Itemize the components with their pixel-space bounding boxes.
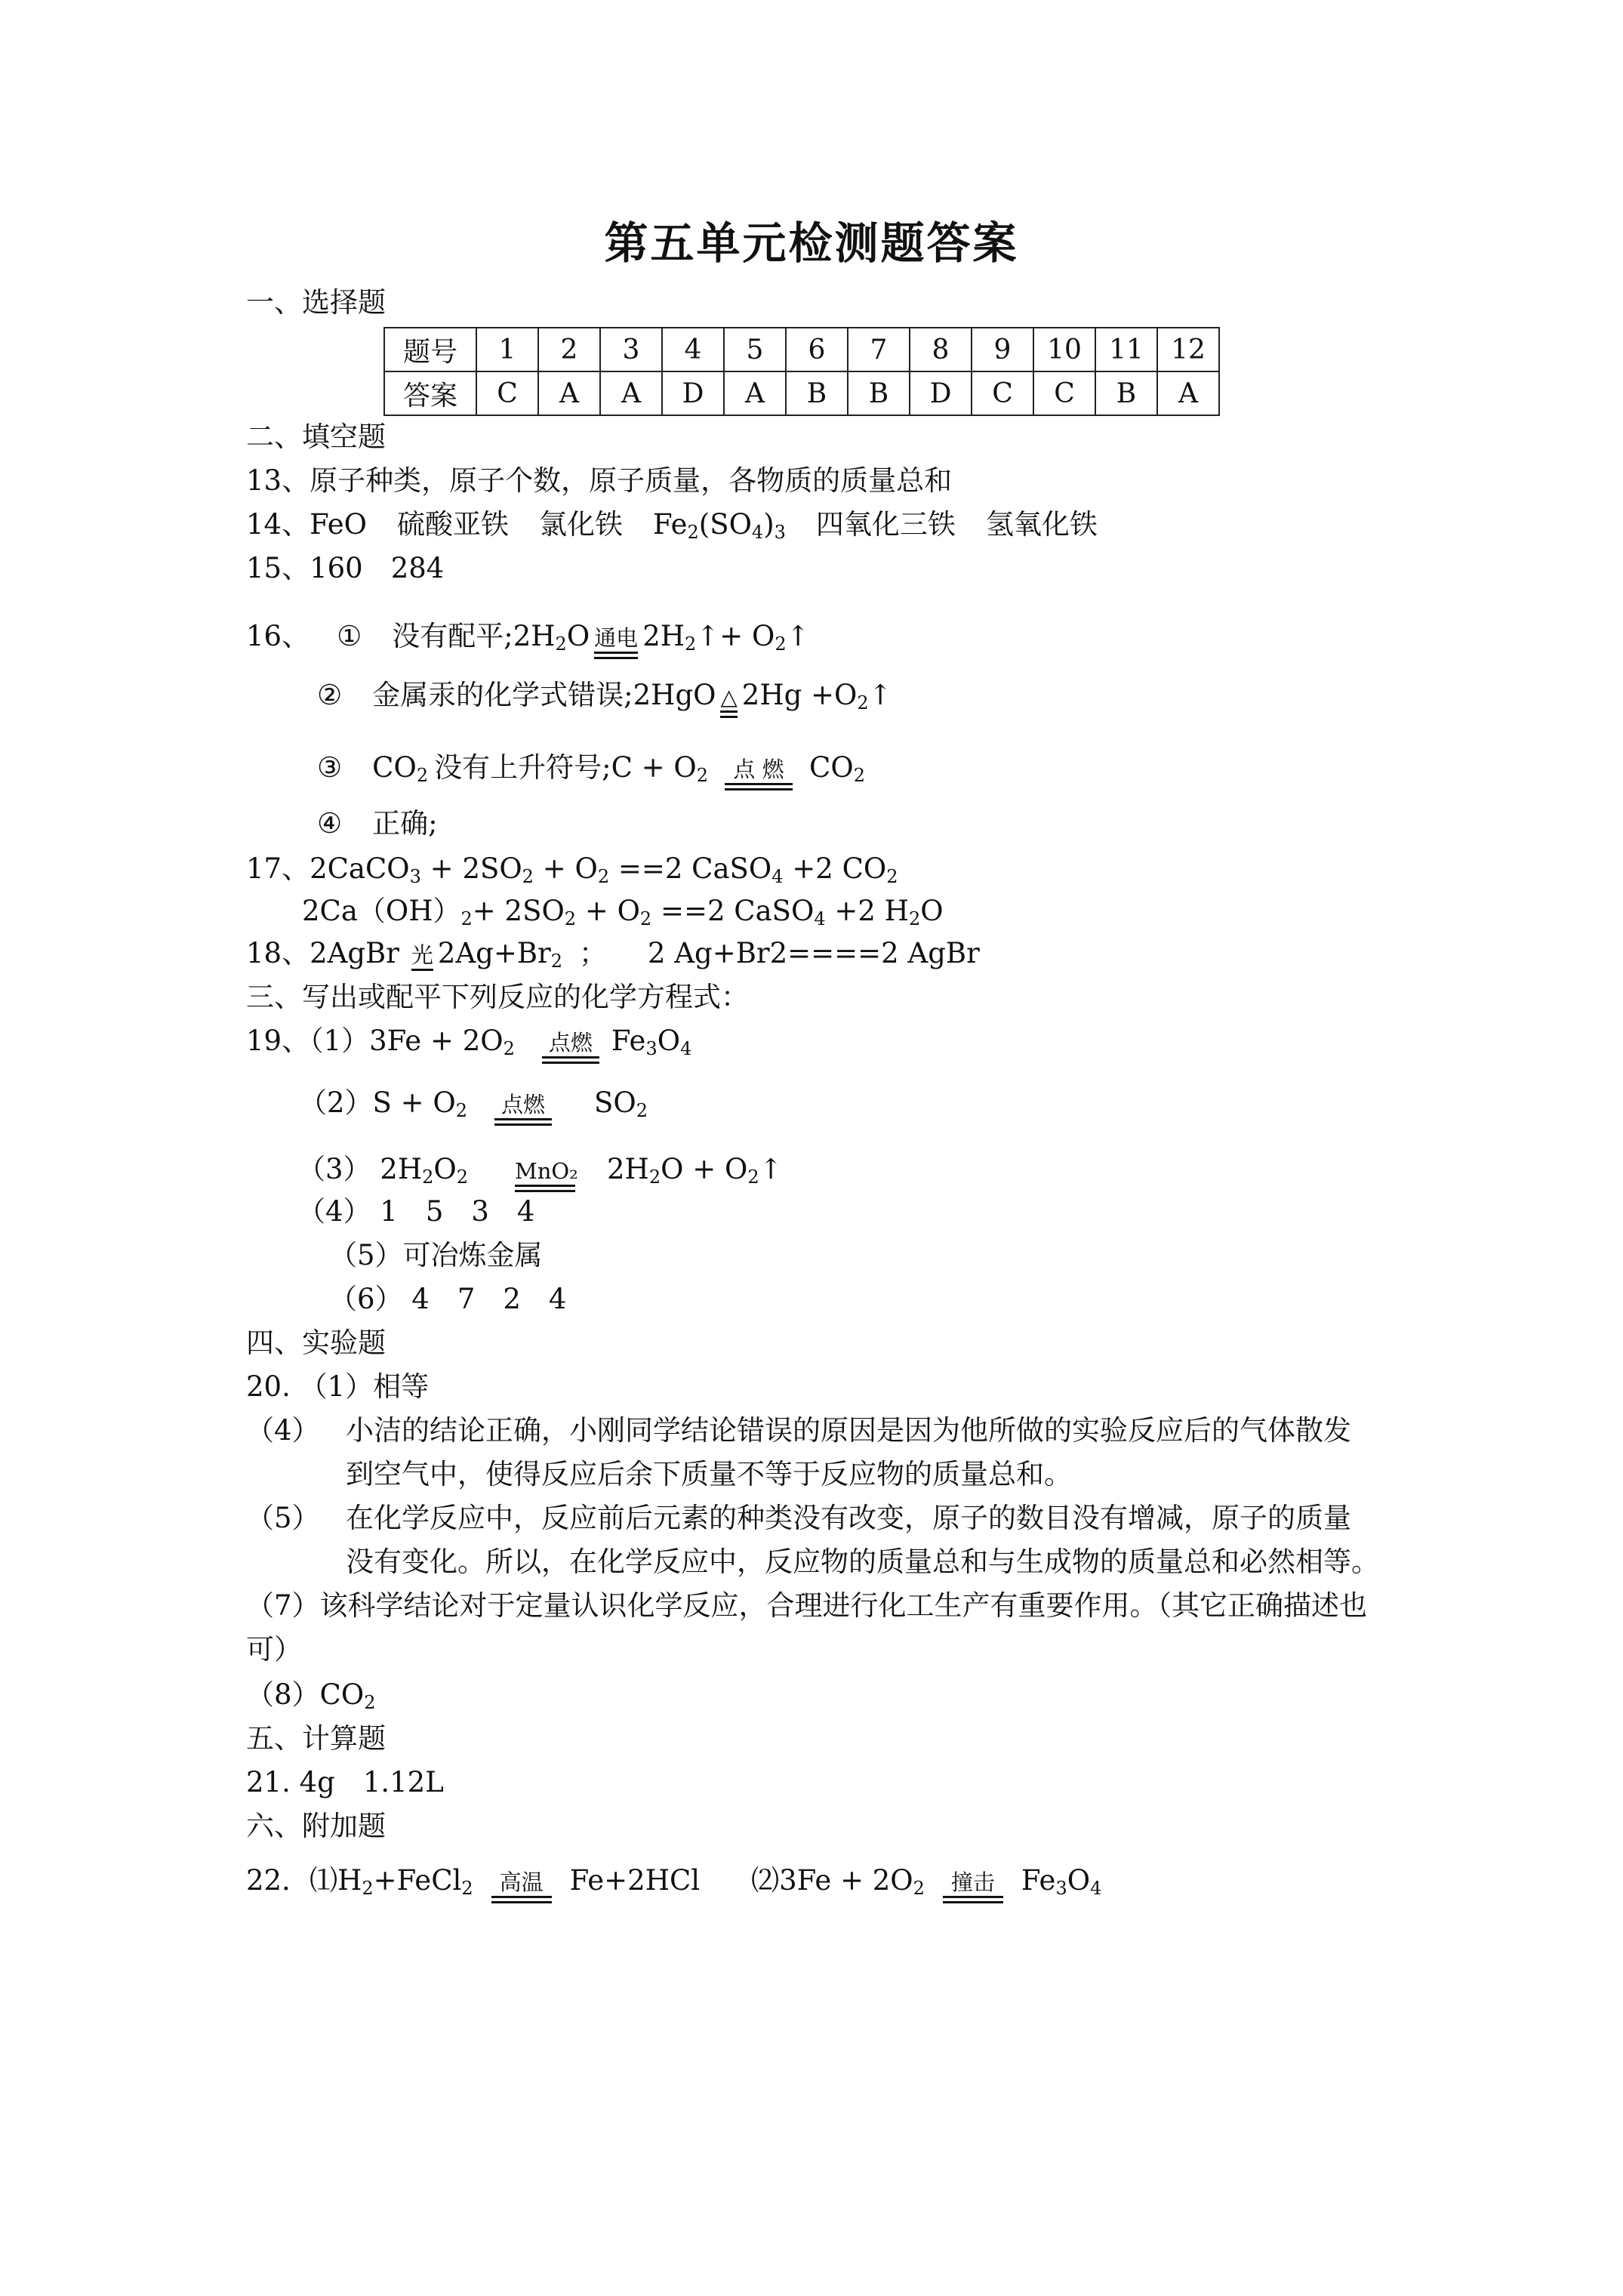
formula-text: ↑ bbox=[759, 1153, 783, 1185]
reaction-condition-arrow bbox=[725, 757, 793, 798]
condition-label: 光 bbox=[411, 942, 433, 968]
formula-text: O bbox=[1067, 1864, 1091, 1897]
formula-text: 2Ag+Br bbox=[437, 937, 551, 969]
formula-text: 18、2AgBr bbox=[246, 937, 399, 969]
equals-sign bbox=[720, 710, 737, 718]
formula-text: + 2SO bbox=[472, 895, 565, 927]
formula-text: Fe bbox=[1021, 1864, 1056, 1897]
subscript: 3 bbox=[645, 1038, 658, 1059]
equals-sign bbox=[542, 1056, 599, 1064]
reaction-condition-arrow bbox=[491, 1870, 552, 1911]
condition-label: 高温 bbox=[499, 1869, 544, 1895]
formula-text: Fe+2HCl bbox=[569, 1864, 701, 1897]
table-cell: A bbox=[724, 371, 786, 415]
formula-text: 2Ca（OH） bbox=[302, 895, 461, 927]
subscript: 2 bbox=[456, 1166, 469, 1188]
formula-text: ↑ bbox=[868, 679, 892, 711]
subscript: 2 bbox=[747, 1166, 759, 1188]
formula-text: +2 H bbox=[825, 895, 909, 927]
table-cell: 6 bbox=[786, 328, 848, 371]
reaction-condition-arrow bbox=[542, 1031, 599, 1071]
formula-text: ) bbox=[763, 508, 775, 541]
table-row-numbers bbox=[384, 328, 1219, 371]
table-cell: 10 bbox=[1033, 328, 1095, 371]
answer-22 bbox=[246, 1862, 1101, 1911]
q14-part: 14、FeO bbox=[246, 508, 367, 541]
formula-text: ； bbox=[579, 937, 608, 969]
formula-text: O bbox=[433, 1153, 457, 1185]
formula-text: Fe bbox=[652, 508, 688, 541]
table-cell: A bbox=[600, 371, 662, 415]
formula-text: O + O bbox=[661, 1153, 748, 1185]
formula-text: O bbox=[657, 1025, 681, 1057]
formula-text: （3） 2H bbox=[297, 1153, 423, 1185]
formula-text: SO bbox=[594, 1086, 636, 1119]
table-cell: 11 bbox=[1095, 328, 1157, 371]
subscript: 2 bbox=[853, 765, 865, 786]
condition-label: △ bbox=[720, 684, 738, 710]
answer-20-7: （7）该科学结论对于定量认识化学反应，合理进行化工生产有重要作用。（其它正确描述也 bbox=[246, 1589, 1368, 1622]
subscript: 2 bbox=[522, 866, 534, 887]
formula-text: 2Hg +O bbox=[741, 679, 858, 711]
formula-text: O bbox=[566, 620, 590, 652]
formula-text: 2 Ag+Br2====2 AgBr bbox=[648, 937, 980, 969]
subscript: 2 bbox=[857, 692, 869, 713]
formula-text: 金属汞的化学式错误;2HgO bbox=[372, 679, 716, 711]
subscript: 4 bbox=[1090, 1878, 1102, 1899]
answer-16-line-3 bbox=[317, 749, 865, 798]
formula-text: 2H bbox=[607, 1153, 649, 1185]
answer-20-4-continued: 到空气中，使得反应后余下质量不等于反应物的质量总和。 bbox=[346, 1458, 1072, 1490]
subscript: 2 bbox=[775, 633, 787, 655]
answer-16-line-2 bbox=[317, 676, 892, 726]
answer-19-5: （5）可冶炼金属 bbox=[329, 1239, 543, 1271]
item-marker: ④ bbox=[317, 807, 343, 840]
equals-sign bbox=[494, 1118, 552, 1126]
formula-text: + O bbox=[576, 895, 640, 927]
table-cell: C bbox=[476, 371, 538, 415]
subscript: 3 bbox=[1055, 1878, 1067, 1899]
answer-19-2 bbox=[299, 1084, 648, 1133]
section-heading-choice: 一、选择题 bbox=[246, 286, 386, 319]
formula-text: （2）S + O bbox=[299, 1086, 456, 1119]
formula-text: + 2SO bbox=[420, 852, 522, 885]
answer-table bbox=[383, 327, 1220, 416]
q14-part: 硫酸亚铁 bbox=[396, 508, 509, 541]
formula-text: 19、（1）3Fe + 2O bbox=[246, 1025, 504, 1057]
formula-text: +2 CO bbox=[783, 852, 887, 885]
table-cell: 2 bbox=[538, 328, 600, 371]
question-number: 16、 bbox=[246, 620, 310, 652]
subscript: 2 bbox=[422, 1166, 434, 1188]
subscript: 4 bbox=[771, 866, 784, 887]
answer-18 bbox=[246, 935, 980, 972]
formula-text: CO bbox=[372, 751, 417, 784]
subscript: 4 bbox=[751, 522, 764, 543]
table-cell: 12 bbox=[1157, 328, 1219, 371]
q14-part: 氯化铁 bbox=[538, 508, 623, 541]
subscript: 2 bbox=[364, 1692, 376, 1713]
table-header-cell: 答案 bbox=[384, 371, 476, 415]
subscript: 2 bbox=[461, 1878, 473, 1899]
table-cell: 5 bbox=[724, 328, 786, 371]
subscript: 3 bbox=[409, 866, 421, 887]
formula-text: + O bbox=[533, 852, 598, 885]
answer-21: 21. 4g 1.12L bbox=[246, 1766, 444, 1798]
formula-text: 没有上升符号;C + O bbox=[434, 751, 697, 784]
condition-label: 点燃 bbox=[501, 1092, 546, 1117]
formula-text: Fe bbox=[611, 1025, 646, 1057]
answer-20-7-continued: 可） bbox=[246, 1633, 302, 1666]
section-heading-fill: 二、填空题 bbox=[246, 421, 386, 453]
formula-text: +FeCl bbox=[373, 1864, 462, 1897]
table-cell: A bbox=[1157, 371, 1219, 415]
subscript: 2 bbox=[597, 866, 610, 887]
formula-text: ==2 CaSO bbox=[651, 895, 815, 927]
subscript: 2 bbox=[648, 1166, 661, 1188]
table-cell: B bbox=[848, 371, 910, 415]
table-cell: C bbox=[1033, 371, 1095, 415]
table-header-cell: 题号 bbox=[384, 328, 476, 371]
subscript: 4 bbox=[814, 908, 826, 929]
q14-part: 四氧化三铁 bbox=[815, 508, 956, 541]
formula-text: CO bbox=[809, 751, 854, 784]
subscript: 2 bbox=[908, 908, 921, 929]
equals-sign bbox=[411, 969, 433, 971]
answer-20-4-label: （4） bbox=[246, 1414, 320, 1447]
subscript: 2 bbox=[639, 908, 652, 929]
subscript: 2 bbox=[416, 765, 429, 786]
answer-20-5-text: 在化学反应中，反应前后元素的种类没有改变，原子的数目没有增减，原子的质量 bbox=[346, 1502, 1351, 1534]
table-cell: 7 bbox=[848, 328, 910, 371]
table-cell: 9 bbox=[972, 328, 1033, 371]
q14-part: 氢氧化铁 bbox=[985, 508, 1098, 541]
answer-16-line-1 bbox=[246, 618, 810, 667]
section-heading-calculation: 五、计算题 bbox=[246, 1722, 386, 1755]
reaction-condition-arrow bbox=[720, 685, 737, 726]
formula-text: ↑ bbox=[786, 620, 810, 652]
formula-text: 17、2CaCO bbox=[246, 852, 410, 885]
table-cell: B bbox=[786, 371, 848, 415]
equals-sign bbox=[594, 652, 638, 659]
subscript: 2 bbox=[636, 1100, 648, 1121]
condition-label: 点燃 bbox=[548, 1030, 593, 1056]
reaction-condition-arrow bbox=[494, 1093, 552, 1133]
answer-16-line-4 bbox=[317, 805, 438, 843]
formula-text: (SO bbox=[698, 508, 752, 541]
subscript: 2 bbox=[555, 633, 567, 655]
formula-text: 22．⑴H bbox=[246, 1864, 362, 1897]
condition-label: 点 燃 bbox=[733, 757, 784, 782]
formula-text: ⑵3Fe + 2O bbox=[751, 1864, 913, 1897]
answer-20-5-label: （5） bbox=[246, 1502, 320, 1534]
formula-text: （8）CO bbox=[246, 1678, 365, 1711]
formula-text: ==2 CaSO bbox=[609, 852, 772, 885]
equals-sign bbox=[491, 1896, 552, 1903]
item-marker: ① bbox=[337, 620, 362, 652]
subscript: 3 bbox=[774, 522, 786, 543]
formula-text: 没有配平;2H bbox=[392, 620, 556, 652]
answer-20-1: 20. （1）相等 bbox=[246, 1370, 430, 1403]
table-cell: 1 bbox=[476, 328, 538, 371]
reaction-condition-arrow bbox=[594, 626, 638, 667]
subscript: 2 bbox=[460, 908, 473, 929]
item-marker: ② bbox=[317, 679, 343, 711]
answer-19-6: （6） 4 7 2 4 bbox=[329, 1283, 567, 1315]
answer-13: 13、原子种类，原子个数，原子质量，各物质的质量总和 bbox=[246, 464, 953, 497]
subscript: 2 bbox=[550, 951, 563, 972]
table-cell: D bbox=[662, 371, 724, 415]
subscript: 2 bbox=[696, 765, 709, 786]
subscript: 4 bbox=[680, 1038, 692, 1059]
condition-label: MnO₂ bbox=[515, 1158, 578, 1184]
table-cell: 3 bbox=[600, 328, 662, 371]
answer-20-4-text: 小洁的结论正确，小刚同学结论错误的原因是因为他所做的实验反应后的气体散发 bbox=[346, 1414, 1351, 1447]
formula-text: 2H bbox=[642, 620, 685, 652]
condition-label: 通电 bbox=[594, 625, 639, 651]
reaction-condition-arrow bbox=[411, 943, 433, 972]
subscript: 2 bbox=[687, 522, 699, 543]
answer-14 bbox=[246, 506, 1098, 544]
page-title: 第五单元检测题答案 bbox=[604, 217, 1019, 269]
equals-sign bbox=[725, 783, 793, 791]
answer-17-line-2 bbox=[302, 892, 944, 930]
equals-sign bbox=[943, 1896, 1003, 1903]
answer-19-4: （4） 1 5 3 4 bbox=[297, 1195, 535, 1228]
table-cell: C bbox=[972, 371, 1033, 415]
subscript: 2 bbox=[913, 1878, 925, 1899]
table-cell: 4 bbox=[662, 328, 724, 371]
answer-20-8 bbox=[246, 1676, 375, 1714]
answer-19-1 bbox=[246, 1022, 691, 1071]
answer-15: 15、160 284 bbox=[246, 552, 445, 584]
answer-17-line-1 bbox=[246, 850, 898, 888]
subscript: 2 bbox=[564, 908, 577, 929]
formula-text: O bbox=[920, 895, 944, 927]
table-cell: 8 bbox=[910, 328, 972, 371]
section-heading-bonus: 六、附加题 bbox=[246, 1810, 386, 1842]
table-cell: D bbox=[910, 371, 972, 415]
reaction-condition-arrow bbox=[943, 1870, 1003, 1911]
item-marker: ③ bbox=[317, 751, 343, 784]
section-heading-equations: 三、写出或配平下列反应的化学方程式： bbox=[246, 981, 749, 1013]
answer-20-5-continued: 没有变化。所以，在化学反应中，反应物的质量总和与生成物的质量总和必然相等。 bbox=[346, 1546, 1379, 1578]
formula-text: ↑+ O bbox=[696, 620, 775, 652]
section-heading-experiment: 四、实验题 bbox=[246, 1327, 386, 1359]
table-cell: A bbox=[538, 371, 600, 415]
subscript: 2 bbox=[362, 1878, 374, 1899]
subscript: 2 bbox=[685, 633, 697, 655]
table-row-answers bbox=[384, 371, 1219, 415]
subscript: 2 bbox=[455, 1100, 468, 1121]
table-cell: B bbox=[1095, 371, 1157, 415]
equals-sign bbox=[515, 1185, 575, 1192]
subscript: 2 bbox=[886, 866, 898, 887]
formula-text: 正确; bbox=[372, 807, 438, 840]
condition-label: 撞击 bbox=[950, 1869, 995, 1895]
subscript: 2 bbox=[503, 1038, 515, 1059]
